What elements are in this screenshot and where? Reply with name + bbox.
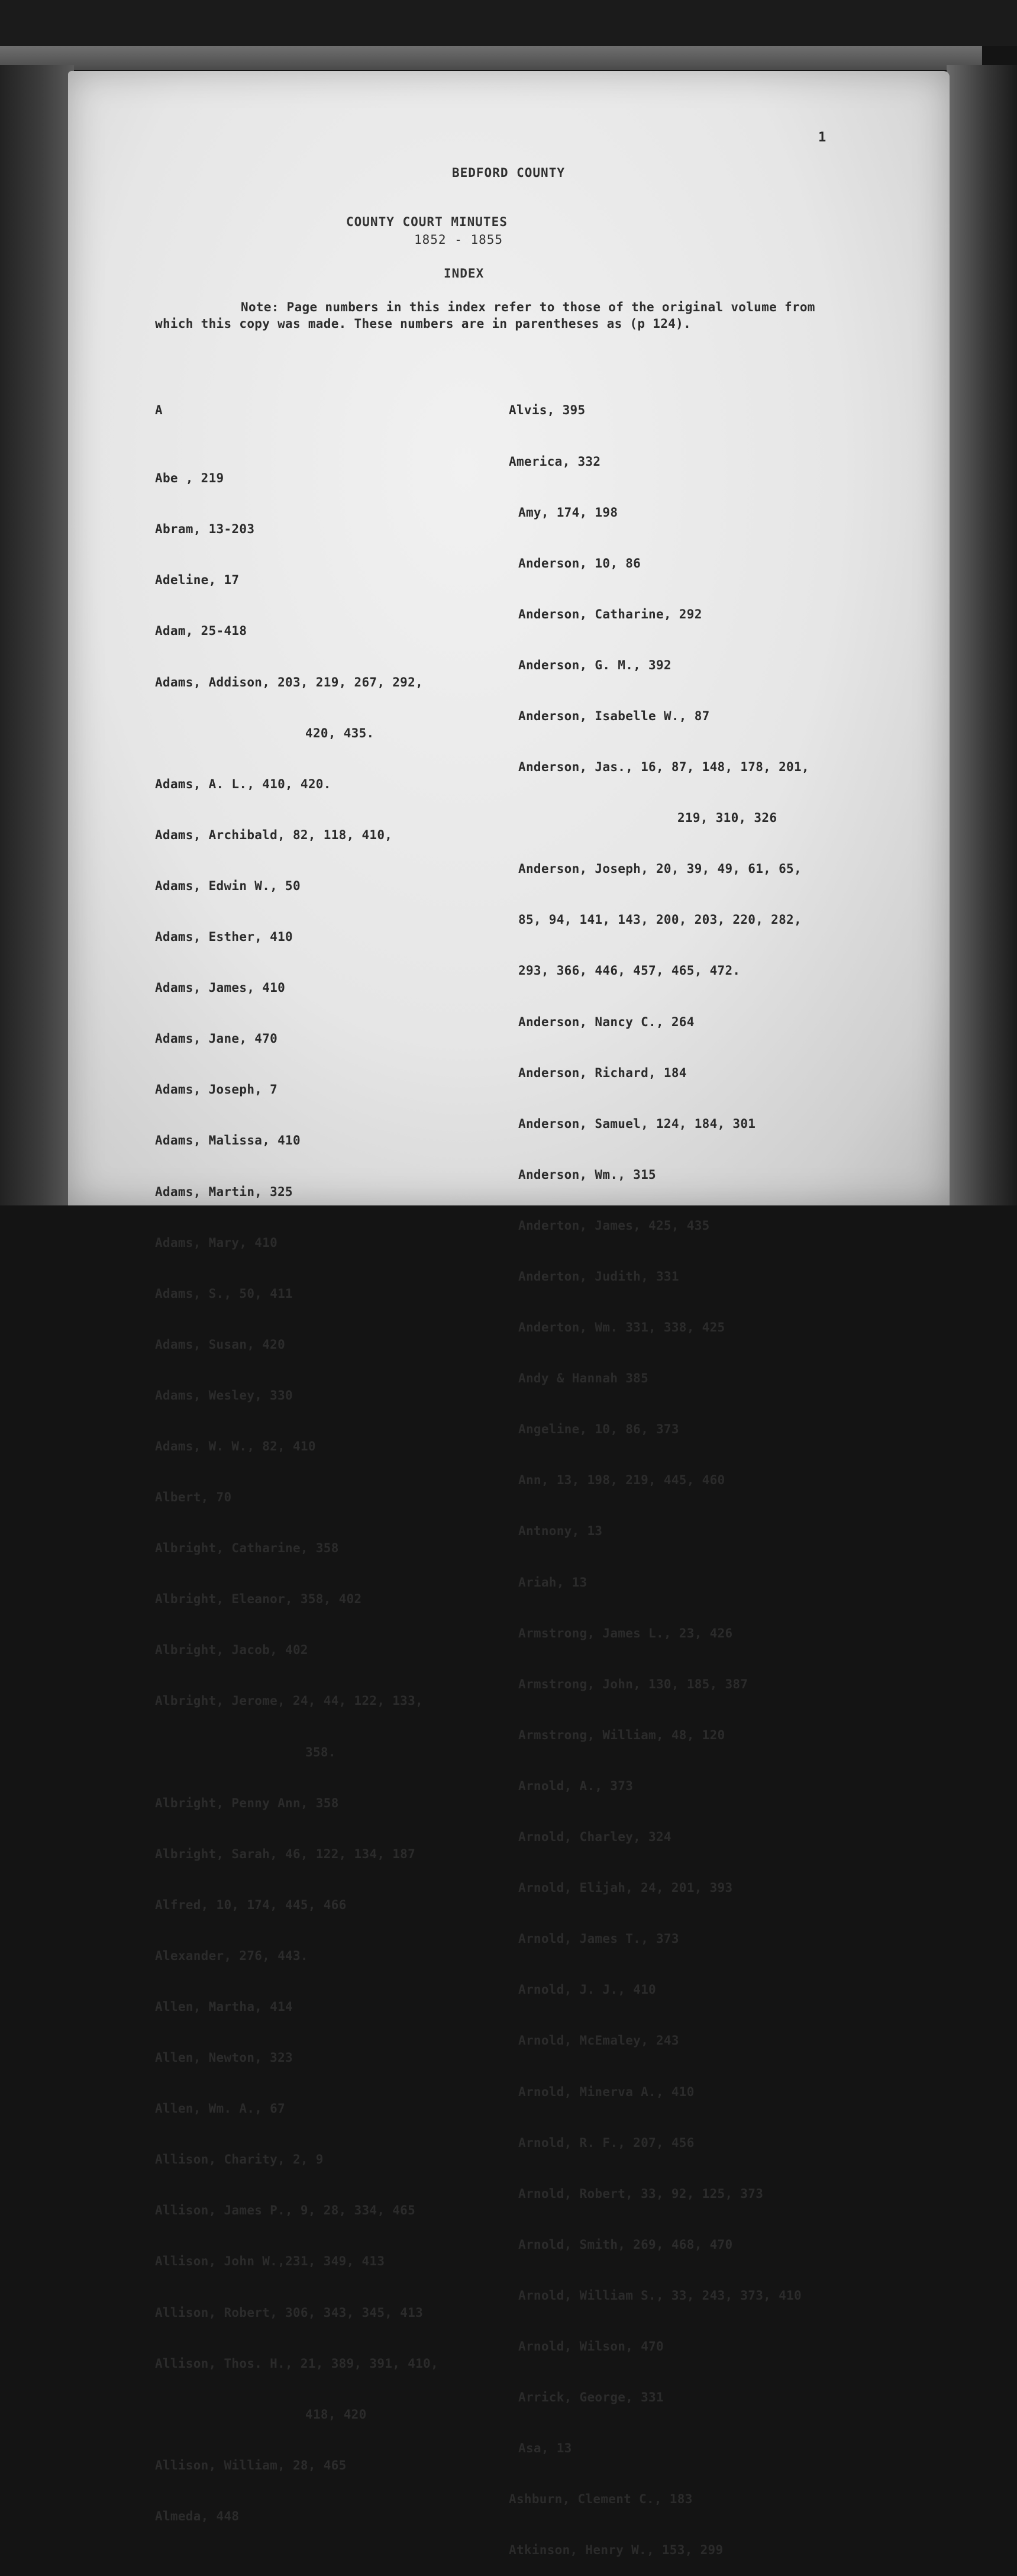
index-entry: Adams, Jane, 470 bbox=[155, 1031, 278, 1046]
index-entry: Allen, Newton, 323 bbox=[155, 2051, 293, 2065]
index-entry: Adams, Mary, 410 bbox=[155, 1235, 278, 1250]
index-entry: Anderson, Nancy C., 264 bbox=[518, 1014, 695, 1029]
index-entry: Arnold, J. J., 410 bbox=[518, 1982, 656, 1997]
index-entry: Armstrong, William, 48, 120 bbox=[518, 1727, 725, 1742]
index-heading: INDEX bbox=[444, 266, 485, 281]
index-entry-continuation: 85, 94, 141, 143, 200, 203, 220, 282, bbox=[518, 913, 802, 927]
section-letter: A bbox=[155, 403, 163, 418]
index-entry-continuation: 418, 420 bbox=[305, 2407, 367, 2422]
index-entry: Albright, Jerome, 24, 44, 122, 133, bbox=[155, 1694, 424, 1708]
index-entry: Antnony, 13 bbox=[518, 1524, 603, 1539]
index-entry: Adams, James, 410 bbox=[155, 981, 286, 995]
index-entry-continuation: 219, 310, 326 bbox=[677, 811, 777, 826]
binder-edge bbox=[0, 46, 982, 70]
index-entry: Anderson, Jas., 16, 87, 148, 178, 201, bbox=[518, 760, 809, 775]
index-entry: Adams, S., 50, 411 bbox=[155, 1286, 293, 1301]
index-entry: Allison, James P., 9, 28, 334, 465 bbox=[155, 2203, 416, 2218]
index-entry: Adams, A. L., 410, 420. bbox=[155, 776, 331, 791]
index-entry: Anderton, Wm. 331, 338, 425 bbox=[518, 1320, 725, 1335]
index-entry: Arnold, Smith, 269, 468, 470 bbox=[518, 2237, 733, 2252]
index-entry: Allen, Martha, 414 bbox=[155, 2000, 293, 2014]
index-entry: Adam, 25-418 bbox=[155, 624, 247, 639]
index-entry: Arnold, A., 373 bbox=[518, 1778, 634, 1793]
index-entry: America, 332 bbox=[509, 454, 601, 469]
index-entry: Almeda, 448 bbox=[155, 2509, 240, 2523]
index-entry: Allison, Thos. H., 21, 389, 391, 410, bbox=[155, 2356, 438, 2371]
index-entry: Adams, Joseph, 7 bbox=[155, 1082, 278, 1097]
page-number: 1 bbox=[818, 130, 826, 145]
index-entry: Anderson, Catharine, 292 bbox=[518, 607, 702, 621]
index-entry: Allison, Robert, 306, 343, 345, 413 bbox=[155, 2305, 424, 2320]
index-entry: Arnold, R. F., 207, 456 bbox=[518, 2135, 695, 2150]
index-entry: Alvis, 395 bbox=[509, 403, 586, 418]
index-entry: Albright, Penny Ann, 358 bbox=[155, 1795, 339, 1810]
index-entry-continuation: 420, 435. bbox=[305, 726, 374, 740]
index-entry: Alexander, 276, 443. bbox=[155, 1948, 308, 1963]
document-subtitle: COUNTY COURT MINUTES bbox=[346, 215, 508, 229]
index-entry: Adams, Malissa, 410 bbox=[155, 1133, 301, 1148]
index-entry: Armstrong, John, 130, 185, 387 bbox=[518, 1677, 748, 1691]
index-entry: Anderson, Joseph, 20, 39, 49, 61, 65, bbox=[518, 862, 802, 876]
index-entry: Arnold, McEmaley, 243 bbox=[518, 2033, 679, 2048]
index-entry: Arnold, Wilson, 470 bbox=[518, 2339, 664, 2353]
index-entry-continuation: 293, 366, 446, 457, 465, 472. bbox=[518, 963, 741, 978]
index-entry: Abe , 219 bbox=[155, 471, 224, 486]
index-entry: Abram, 13-203 bbox=[155, 522, 255, 537]
index-entry: Arnold, Robert, 33, 92, 125, 373 bbox=[518, 2186, 764, 2201]
index-entry: Atkinson, Henry W., 153, 299 bbox=[509, 2543, 724, 2558]
index-entry: Angeline, 10, 86, 373 bbox=[518, 1422, 679, 1437]
index-entry: Andy & Hannah 385 bbox=[518, 1371, 649, 1386]
left-binder-shadow bbox=[0, 65, 74, 1205]
index-column-right bbox=[509, 368, 887, 2576]
index-entry: Adams, Archibald, 82, 118, 410, bbox=[155, 827, 393, 842]
index-entry: Albert, 70 bbox=[155, 1490, 232, 1505]
index-entry: Allison, William, 28, 465 bbox=[155, 2458, 347, 2472]
index-entry: Anderson, Wm., 315 bbox=[518, 1167, 656, 1182]
index-entry: Adams, Wesley, 330 bbox=[155, 1388, 293, 1403]
index-entry: Ann, 13, 198, 219, 445, 460 bbox=[518, 1473, 725, 1488]
index-entry: Armstrong, James L., 23, 426 bbox=[518, 1626, 733, 1640]
index-entry: Anderson, G. M., 392 bbox=[518, 657, 671, 672]
index-entry: Asa, 13 bbox=[518, 2441, 572, 2456]
index-entry: Anderton, James, 425, 435 bbox=[518, 1218, 710, 1233]
index-entry: Alfred, 10, 174, 445, 466 bbox=[155, 1897, 347, 1912]
index-entry: Albright, Jacob, 402 bbox=[155, 1643, 308, 1658]
index-entry: Adams, W. W., 82, 410 bbox=[155, 1439, 316, 1453]
index-entry: Anderson, 10, 86 bbox=[518, 556, 641, 570]
index-entry: Arnold, Charley, 324 bbox=[518, 1830, 671, 1845]
index-entry: Allison, John W.,231, 349, 413 bbox=[155, 2254, 385, 2269]
index-entry: Arnold, James T., 373 bbox=[518, 1932, 679, 1946]
index-entry: Adams, Martin, 325 bbox=[155, 1184, 293, 1199]
index-entry: Anderton, Judith, 331 bbox=[518, 1269, 679, 1284]
index-entry: Ashburn, Clement C., 183 bbox=[509, 2492, 693, 2507]
dark-background-top bbox=[0, 0, 1017, 46]
index-note: Note: Page numbers in this index refer to those of the original volume from which this copy was made. These numbers are in parentheses as (p 124). bbox=[155, 300, 815, 331]
index-entry: Adams, Esther, 410 bbox=[155, 930, 293, 944]
index-entry: Adams, Susan, 420 bbox=[155, 1337, 286, 1352]
index-entry: Albright, Sarah, 46, 122, 134, 187 bbox=[155, 1846, 416, 1861]
county-title: BEDFORD COUNTY bbox=[451, 166, 565, 180]
index-entry: Anderson, Richard, 184 bbox=[518, 1065, 687, 1080]
index-entry: Arrick, George, 331 bbox=[518, 2390, 664, 2405]
index-entry: Adeline, 17 bbox=[155, 573, 240, 588]
index-column-left bbox=[155, 368, 510, 2542]
index-entry: Arnold, William S., 33, 243, 373, 410 bbox=[518, 2288, 802, 2303]
index-entry: Amy, 174, 198 bbox=[518, 505, 618, 520]
index-entry: Adams, Edwin W., 50 bbox=[155, 878, 301, 893]
index-entry: Albright, Eleanor, 358, 402 bbox=[155, 1592, 362, 1607]
index-entry: Adams, Addison, 203, 219, 267, 292, bbox=[155, 675, 424, 689]
index-entry: Arnold, Minerva A., 410 bbox=[518, 2084, 695, 2099]
index-entry: Anderson, Samuel, 124, 184, 301 bbox=[518, 1116, 756, 1131]
index-entry: Albright, Catharine, 358 bbox=[155, 1541, 339, 1556]
index-entry: Anderson, Isabelle W., 87 bbox=[518, 708, 710, 723]
date-range: 1852 - 1855 bbox=[414, 233, 503, 247]
right-page-edge bbox=[947, 65, 1017, 1205]
index-entry-continuation: 358. bbox=[305, 1745, 336, 1759]
index-entry: Allison, Charity, 2, 9 bbox=[155, 2152, 324, 2167]
index-entry: Ariah, 13 bbox=[518, 1575, 587, 1590]
index-entry: Arnold, Elijah, 24, 201, 393 bbox=[518, 1881, 733, 1895]
index-entry: Allen, Wm. A., 67 bbox=[155, 2101, 286, 2116]
